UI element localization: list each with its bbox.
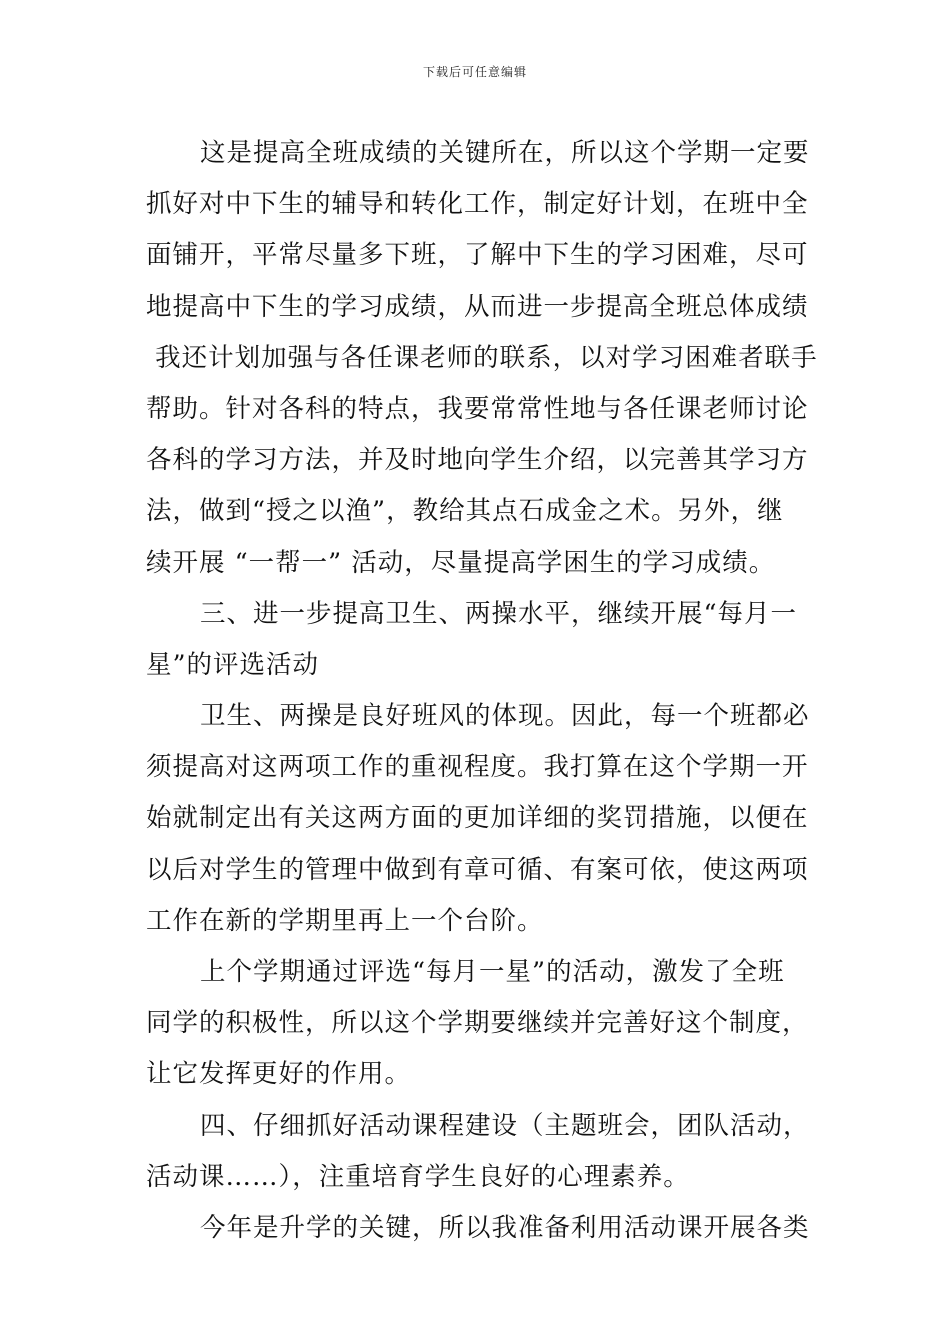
text-line: 我还计划加强与各任课老师的联系，以对学习困难者联手 — [146, 342, 818, 373]
section-heading-line: 活动课……），注重培育学生良好的心理素养。 — [146, 1161, 690, 1192]
text-line: 续开展 “一帮一” 活动，尽量提高学困生的学习成绩。 — [146, 547, 776, 578]
text-line: 法，做到“授之以渔”，教给其点石成金之术。另外，继 — [146, 496, 784, 527]
header-note: 下载后可任意编辑 — [422, 65, 527, 79]
text-line: 上个学期通过评选“每月一星”的活动，激发了全班 — [200, 957, 785, 987]
section-heading-line: 四、仔细抓好活动课程建设（主题班会，团队活动， — [200, 1110, 810, 1141]
body-text — [146, 128, 816, 1254]
text-line: 以后对学生的管理中做到有章可循、有案可依，使这两项 — [146, 854, 809, 885]
text-line: 各科的学习方法，并及时地向学生介绍，以完善其学习方 — [146, 445, 809, 476]
section-heading-line: 三、进一步提高卫生、两操水平，继续开展“每月一 — [200, 598, 798, 629]
text-line: 始就制定出有关这两方面的更加详细的奖罚措施，以便在 — [146, 803, 809, 834]
text-line: 地提高中下生的学习成绩，从而进一步提高全班总体成绩 — [146, 291, 809, 322]
text-line: 帮助。针对各科的特点，我要常常性地与各任课老师讨论 — [146, 393, 809, 424]
text-line: 抓好对中下生的辅导和转化工作，制定好计划，在班中全 — [146, 189, 809, 220]
text-line: 须提高对这两项工作的重视程度。我打算在这个学期一开 — [146, 752, 809, 783]
text-line: 这是提高全班成绩的关键所在，所以这个学期一定要 — [200, 138, 810, 168]
text-line: 同学的积极性，所以这个学期要继续并完善好这个制度， — [146, 1008, 809, 1039]
section-heading-line: 星”的评选活动 — [146, 649, 320, 680]
text-line: 面铺开，平常尽量多下班，了解中下生的学习困难，尽可 — [146, 240, 809, 271]
text-line: 工作在新的学期里再上一个台阶。 — [146, 905, 544, 936]
text-line: 今年是升学的关键，所以我准备利用活动课开展各类 — [200, 1212, 810, 1243]
text-line: 卫生、两操是良好班风的体现。因此，每一个班都必 — [200, 701, 810, 732]
text-line: 让它发挥更好的作用。 — [146, 1059, 412, 1090]
